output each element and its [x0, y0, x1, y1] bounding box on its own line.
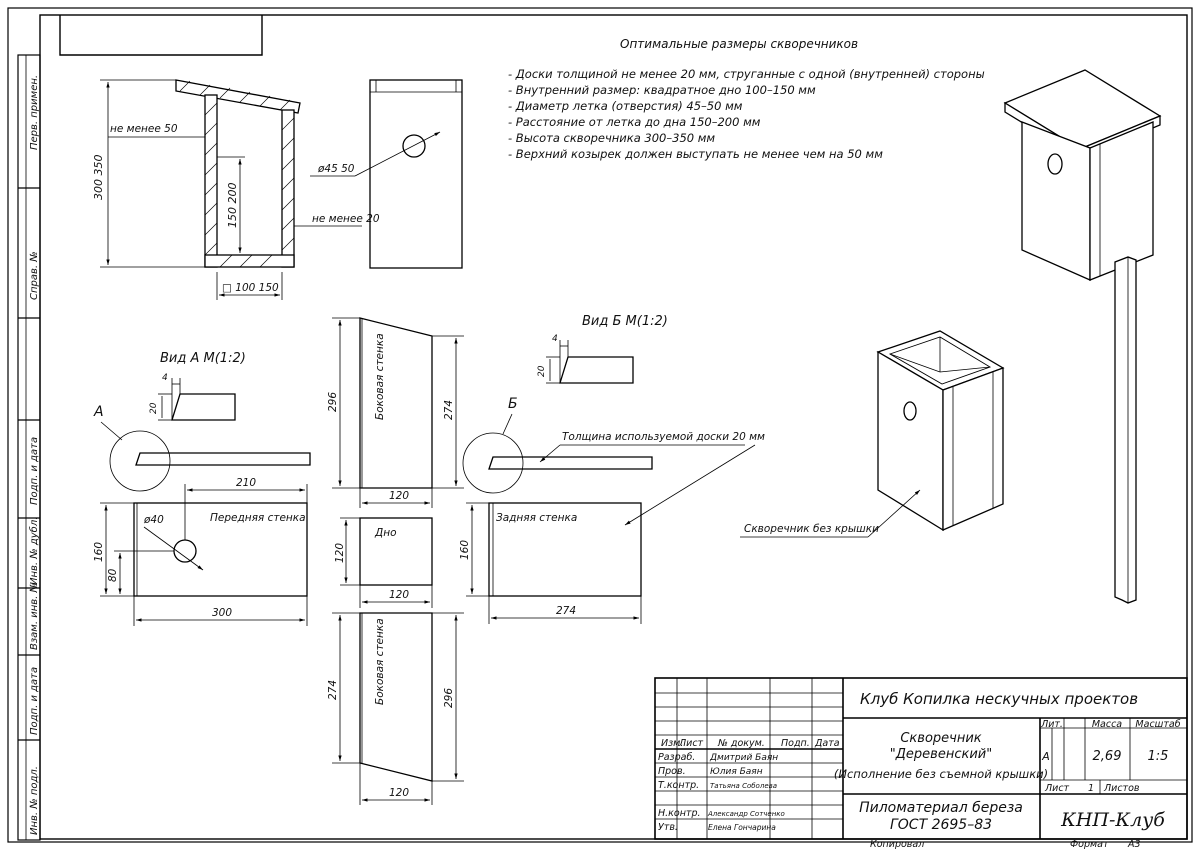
item-name-2: "Деревенский" [889, 747, 993, 762]
top-stamp-box [60, 15, 262, 55]
mass-value: 2,69 [1092, 749, 1122, 764]
front-view [310, 80, 462, 268]
col-sign: Подп. [781, 738, 810, 749]
side2-left-dim: 274 [327, 679, 339, 700]
side1-name: Боковая стенка [374, 333, 386, 420]
board-thickness-note: Толщина используемой доски 20 мм [562, 431, 765, 443]
strip-label-4: Инв. № дубл. [29, 516, 40, 585]
scale-value: 1:5 [1147, 749, 1169, 764]
callout-a: А [94, 404, 104, 420]
mass-header: Масса [1091, 719, 1123, 730]
note-1: - Доски толщиной не менее 20 мм, струганные с одной (внутренней) стороны [508, 67, 985, 81]
col-date: Дата [815, 738, 840, 749]
dim-overhang: не менее 50 [110, 123, 178, 135]
dim-base: □ 100 150 [222, 282, 279, 294]
strip-label-7: Инв. № подл. [29, 766, 40, 835]
note-2: - Внутренний размер: квадратное дно 100–150 мм [508, 83, 816, 97]
view-a [93, 351, 310, 491]
back-name: Задняя стенка [496, 512, 578, 524]
iso-birdhouse-pole [1005, 70, 1160, 603]
sheet-label: Лист [1045, 783, 1070, 794]
sheets-label: Листов [1104, 783, 1140, 794]
note-6: - Верхний козырек должен выступать не менее чем на 50 мм [508, 147, 883, 161]
view-a-label: Вид А М(1:2) [160, 351, 246, 366]
bottom-width-dim: 120 [389, 589, 410, 601]
scale-header: Масштаб [1135, 719, 1181, 730]
side1-right-dim: 274 [443, 399, 455, 420]
format-value: А3 [1128, 839, 1141, 850]
material-1: Пиломатериал береза [859, 800, 1023, 816]
dim-hole-diam: ø45 50 [318, 163, 355, 175]
role-2: Пров. [658, 766, 686, 777]
note-3: - Диаметр летка (отверстия) 45–50 мм [508, 99, 743, 113]
back-wall [459, 445, 755, 624]
item-name-1: Скворечник [900, 731, 982, 746]
dim-height: 300 350 [92, 154, 105, 200]
iso-note: Скворечник без крышки [744, 523, 879, 535]
front-name: Передняя стенка [210, 512, 306, 524]
person-3: Татьяна Соболева [710, 782, 778, 790]
side1-width-dim: 120 [389, 490, 410, 502]
note-4: - Расстояние от летка до дна 150–200 мм [508, 115, 761, 129]
view-b-dim-top: 4 [552, 334, 558, 344]
col-list: Лист [679, 738, 704, 749]
view-b-dim-side: 20 [537, 365, 547, 377]
format-label: Формат [1070, 839, 1109, 850]
side2-right-dim: 296 [443, 687, 455, 708]
strip-label-1: Перв. примен. [29, 74, 40, 150]
strip-label-5: Взам. инв. № [29, 582, 40, 650]
strip-label-3: Подп. и дата [29, 436, 40, 505]
col-doc: № докум. [718, 738, 765, 749]
sheet-number: 1 [1088, 783, 1095, 794]
person-2: Юлия Баян [710, 767, 763, 777]
role-5: Утв. [658, 822, 678, 833]
bottom-height-dim: 120 [334, 542, 346, 563]
view-a-dim-top: 4 [162, 373, 168, 383]
front-wall [93, 477, 307, 626]
back-height-dim: 160 [459, 539, 471, 560]
view-b [463, 314, 765, 493]
note-5: - Высота скворечника 300–350 мм [508, 131, 716, 145]
side2-name: Боковая стенка [374, 618, 386, 705]
strip-label-6: Подп. и дата [29, 666, 40, 735]
role-3: Т.контр. [658, 780, 700, 791]
drawing-title: Оптимальные размеры скворечников [620, 37, 859, 51]
side1-left-dim: 296 [327, 391, 339, 412]
col-izm: Изм. [661, 738, 684, 749]
front-top-dim: 210 [236, 477, 257, 489]
front-width-dim: 300 [212, 607, 233, 619]
notes-list [508, 67, 985, 161]
role-4: Н.контр. [658, 808, 701, 819]
side2-width-dim: 120 [389, 787, 410, 799]
role-1: Разраб. [658, 752, 696, 763]
front-hole-h-dim: 80 [107, 568, 119, 582]
person-4: Александр Сотченко [708, 810, 785, 818]
title-block [655, 678, 1187, 839]
lit-header: Лит. [1041, 719, 1063, 730]
side-wall-bottom [327, 613, 464, 805]
dim-wall: не менее 20 [312, 213, 380, 225]
lit-value: А [1042, 750, 1050, 763]
bottom-board [334, 518, 432, 608]
front-height-dim: 160 [93, 541, 105, 562]
copied-label: Копировал [870, 839, 925, 850]
side-wall-top [327, 318, 464, 508]
person-1: Дмитрий Баян [710, 753, 779, 763]
dim-hole-height: 150 200 [226, 182, 239, 228]
iso-birdhouse-open [740, 331, 1003, 537]
bottom-name: Дно [375, 527, 397, 539]
item-name-3: (Исполнение без съемной крышки) [833, 767, 1049, 781]
callout-b: Б [508, 396, 518, 412]
front-hole-dim: ø40 [144, 514, 164, 526]
view-b-label: Вид Б М(1:2) [582, 314, 668, 329]
material-2: ГОСТ 2695–83 [889, 817, 993, 833]
logo-text: КНП-Клуб [1061, 809, 1165, 831]
person-5: Елена Гончарина [708, 823, 776, 832]
left-strip [18, 55, 40, 840]
back-width-dim: 274 [556, 605, 577, 617]
strip-label-2: Справ. № [29, 251, 40, 300]
view-a-dim-side: 20 [149, 402, 159, 414]
section-view [92, 80, 380, 300]
club-name: Клуб Копилка нескучных проектов [860, 690, 1139, 708]
